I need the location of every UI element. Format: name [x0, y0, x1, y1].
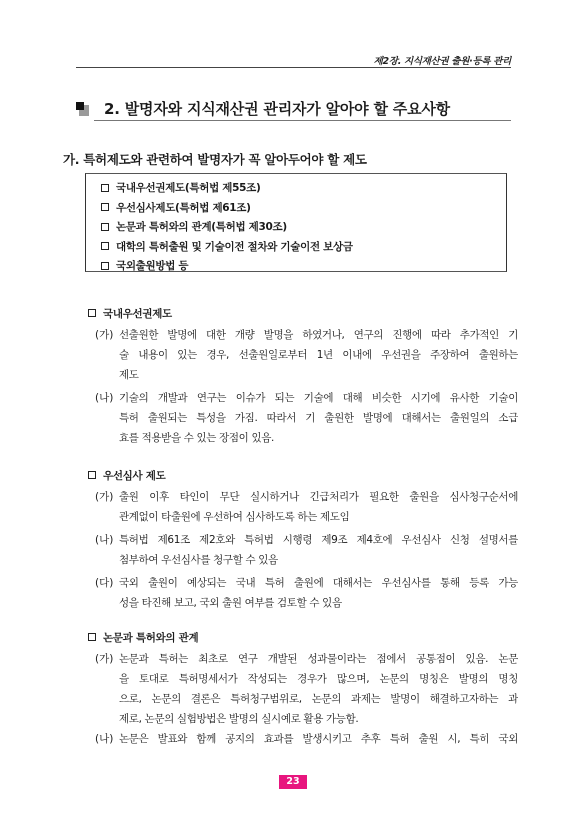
entry-marker: (가): [95, 653, 114, 665]
topic-entry: [88, 325, 518, 385]
summary-item: [101, 217, 353, 237]
topic-paper-patent-relation: [88, 628, 518, 749]
topic-title: [88, 466, 518, 484]
entry-text: [119, 649, 518, 729]
section-heading-text: 2. 발명자와 지식재산권 관리자가 알아야 할 주요사항: [104, 100, 450, 118]
heading-underline: [94, 120, 511, 121]
checkbox-icon: [101, 203, 109, 211]
entry-line: 술 내용이 있는 경우, 선출원일로부터 1년 이내에 우선권을 주장하여 출원하는: [119, 349, 518, 361]
running-header: 제2장. 지식재산권 출원·등록 관리: [373, 56, 511, 67]
entry-text: [119, 729, 518, 749]
topic-title: [88, 628, 518, 646]
entry-line: 관계없이 타출원에 우선하여 심사하도록 하는 제도임: [119, 511, 350, 523]
entry-marker: (가): [95, 491, 114, 503]
topic-entry: [88, 487, 518, 527]
topic-entry: [88, 573, 518, 613]
sub-heading: 가. 특허제도와 관련하여 발명자가 꼭 알아두어야 할 제도: [63, 152, 367, 167]
checkbox-icon: [101, 223, 109, 231]
summary-item-label: 우선심사제도(특허법 제61조): [116, 201, 251, 214]
entry-line: 첨부하여 우선심사를 청구할 수 있음: [119, 554, 278, 566]
checkbox-icon: [88, 633, 96, 641]
heading-bullet-icon: [76, 102, 84, 110]
checkbox-icon: [88, 309, 96, 317]
entry-text: [119, 388, 518, 448]
summary-item-label: 논문과 특허와의 관계(특허법 제30조): [116, 221, 287, 234]
summary-item: [101, 237, 353, 257]
checkbox-icon: [101, 242, 109, 250]
entry-line: 특허 출원되는 특성을 가짐. 따라서 기 출원한 발명에 대해서는 출원일의 소급: [119, 412, 518, 424]
entry-marker: (나): [95, 534, 114, 546]
entry-line: 출원 이후 타인이 무단 실시하거나 긴급처리가 필요한 출원을 심사청구순서에: [119, 491, 518, 503]
entry-line: 국외 출원이 예상되는 국내 특허 출원에 대해서는 우선심사를 통해 등록 가능: [119, 577, 518, 589]
entry-marker: (가): [95, 329, 114, 341]
entry-marker: (나): [95, 733, 114, 745]
entry-marker: (다): [95, 577, 114, 589]
checkbox-icon: [101, 262, 109, 270]
summary-item: [101, 198, 353, 218]
topic-entry: [88, 388, 518, 448]
entry-line: 특허법 제61조 제2호와 특허법 시행령 제9조 제4호에 우선심사 신청 설명서를: [119, 534, 518, 546]
checkbox-icon: [88, 471, 96, 479]
summary-item: [101, 256, 353, 276]
topic-title-text: 국내우선권제도: [103, 307, 172, 320]
section-heading: [76, 97, 511, 123]
entry-line: 효를 적용받을 수 있는 장점이 있음.: [119, 432, 275, 444]
summary-item-label: 대학의 특허출원 및 기술이전 절차와 기술이전 보상금: [116, 240, 353, 253]
header-rule: [76, 67, 511, 68]
summary-item-label: 국외출원방법 등: [116, 260, 189, 273]
topic-domestic-priority: [88, 304, 518, 448]
summary-box: [85, 173, 507, 272]
entry-line: 기술의 개발과 연구는 이슈가 되는 기술에 대해 비슷한 시기에 유사한 기술이: [119, 392, 518, 404]
topic-title-text: 논문과 특허와의 관계: [103, 631, 199, 644]
entry-line: 논문은 발표와 함께 공지의 효과를 발생시키고 추후 특허 출원 시, 특히 국외: [119, 733, 518, 745]
entry-text: [119, 325, 518, 385]
entry-line: 으로, 논문의 결론은 특허청구범위로, 논문의 과제는 발명이 해결하고자하는 과: [119, 693, 518, 705]
entry-line: 성을 타진해 보고, 국외 출원 여부를 검토할 수 있음: [119, 597, 342, 609]
summary-item-label: 국내우선권제도(특허법 제55조): [116, 182, 261, 195]
page-number: 23: [279, 775, 307, 789]
entry-line: 제도: [119, 369, 139, 381]
entry-line: 을 토대로 특허명세서가 작성되는 경우가 많으며, 논문의 명칭은 발명의 명칭: [119, 673, 518, 685]
summary-list: [101, 178, 353, 276]
entry-text: [119, 573, 518, 613]
topic-title-text: 우선심사 제도: [103, 469, 166, 482]
topic-entry: [88, 729, 518, 749]
entry-line: 제로, 논문의 실험방법은 발명의 실시예로 활용 가능함.: [119, 713, 359, 725]
entry-line: 선출원한 발명에 대한 개량 발명을 하였거나, 연구의 진행에 따라 추가적인 기: [119, 329, 518, 341]
entry-marker: (나): [95, 392, 114, 404]
summary-item: [101, 178, 353, 198]
checkbox-icon: [101, 184, 109, 192]
topic-entry: [88, 530, 518, 570]
topic-priority-examination: [88, 466, 518, 613]
entry-line: 논문과 특허는 최초로 연구 개발된 성과물이라는 점에서 공통점이 있음. 논문: [119, 653, 518, 665]
entry-text: [119, 530, 518, 570]
entry-text: [119, 487, 518, 527]
topic-title: [88, 304, 518, 322]
topic-entry: [88, 649, 518, 729]
